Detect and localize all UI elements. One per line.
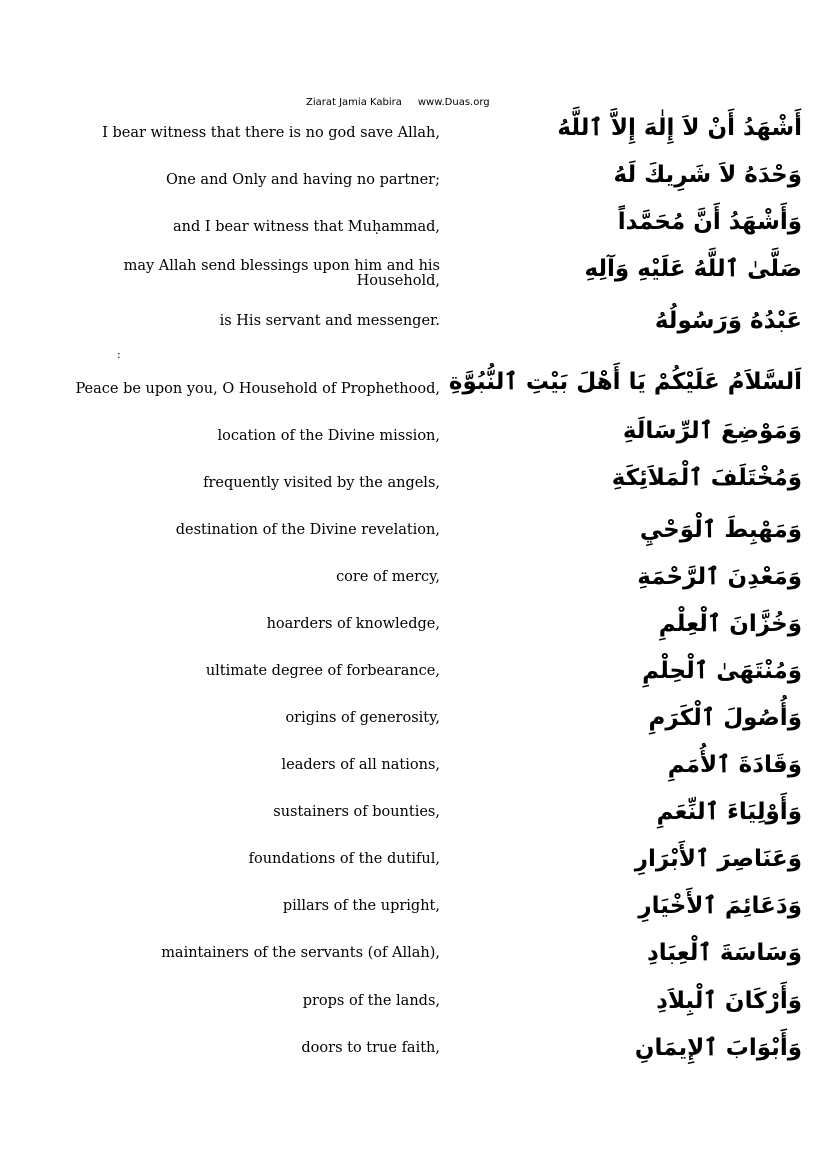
english-text: destination of the Divine revelation, <box>175 522 440 538</box>
arabic-text: وَأَوْلِيَاءَ ٱلنِّعَمِ <box>656 799 802 825</box>
english-text: hoarders of knowledge, <box>266 616 440 632</box>
arabic-text: عَبْدُهُ وَرَسُولُهُ <box>654 308 802 334</box>
arabic-text: وَمَعْدِنَ ٱلرَّحْمَةِ <box>637 564 802 590</box>
english-text: leaders of all nations, <box>281 757 440 773</box>
arabic-text: وَأَبْوَابَ ٱلإِيمَانِ <box>634 1035 802 1061</box>
english-text: frequently visited by the angels, <box>203 475 440 491</box>
english-text: origins of generosity, <box>285 710 440 726</box>
english-text: is His servant and messenger. <box>219 313 440 329</box>
header-site: www.Duas.org <box>417 97 490 108</box>
arabic-text: وَمَهْبِطَ ٱلْوَحْيِ <box>639 517 802 543</box>
english-text: location of the Divine mission, <box>217 428 440 444</box>
section-separator: : <box>117 348 121 361</box>
arabic-text: وَسَاسَةَ ٱلْعِبَادِ <box>646 940 802 966</box>
arabic-text: اَلسَّلاَمُ عَلَيْكُمْ يَا أَهْلَ بَيْتِ ٱلنُّبُوَّةِ <box>448 369 802 395</box>
english-text: pillars of the upright, <box>282 898 440 914</box>
arabic-text: وَعَنَاصِرَ ٱلأَبْرَارِ <box>634 846 802 872</box>
arabic-text: وَقَادَةَ ٱلأُمَمِ <box>667 752 802 778</box>
arabic-text: وَحْدَهُ لاَ شَرِيكَ لَهُ <box>613 162 802 188</box>
arabic-text: وَدَعَائِمَ ٱلأَخْيَارِ <box>638 893 802 919</box>
english-text: ultimate degree of forbearance, <box>205 663 440 679</box>
arabic-text: وَمُنْتَهَىٰ ٱلْحِلْمِ <box>642 658 802 684</box>
english-text: Peace be upon you, O Household of Prophethood, <box>75 381 440 397</box>
english-text: maintainers of the servants (of Allah), <box>161 945 440 961</box>
arabic-text: وَمُخْتَلَفَ ٱلْمَلاَئِكَةِ <box>611 465 802 491</box>
english-text: doors to true faith, <box>301 1040 440 1056</box>
arabic-text: وَمَوْضِعَ ٱلرِّسَالَةِ <box>622 418 802 444</box>
header-title: Ziarat Jamia Kabira <box>306 97 402 108</box>
english-text: and I bear witness that Muḥammad, <box>173 219 440 235</box>
english-text: props of the lands, <box>302 993 440 1009</box>
english-text: I bear witness that there is no god save Allah, <box>102 125 440 141</box>
english-text: core of mercy, <box>336 569 440 585</box>
english-text: sustainers of bounties, <box>273 804 440 820</box>
arabic-text: وَأُصُولَ ٱلْكَرَمِ <box>648 705 802 731</box>
arabic-text: وَأَشْهَدُ أَنَّ مُحَمَّداً <box>617 209 802 235</box>
english-text: foundations of the dutiful, <box>248 851 440 867</box>
english-text: One and Only and having no partner; <box>166 172 440 188</box>
arabic-text: وَأَرْكَانَ ٱلْبِلاَدِ <box>656 988 802 1014</box>
arabic-text: أَشْهَدُ أَنْ لاَ إِلٰهَ إِلاَّ ٱللَّهُ <box>557 115 802 141</box>
arabic-text: صَلَّىٰ ٱللَّهُ عَلَيْهِ وَآلِهِ <box>584 256 802 282</box>
english-text: may Allah send blessings upon him and his Household, <box>123 258 440 289</box>
arabic-text: وَخُزَّانَ ٱلْعِلْمِ <box>658 611 802 637</box>
